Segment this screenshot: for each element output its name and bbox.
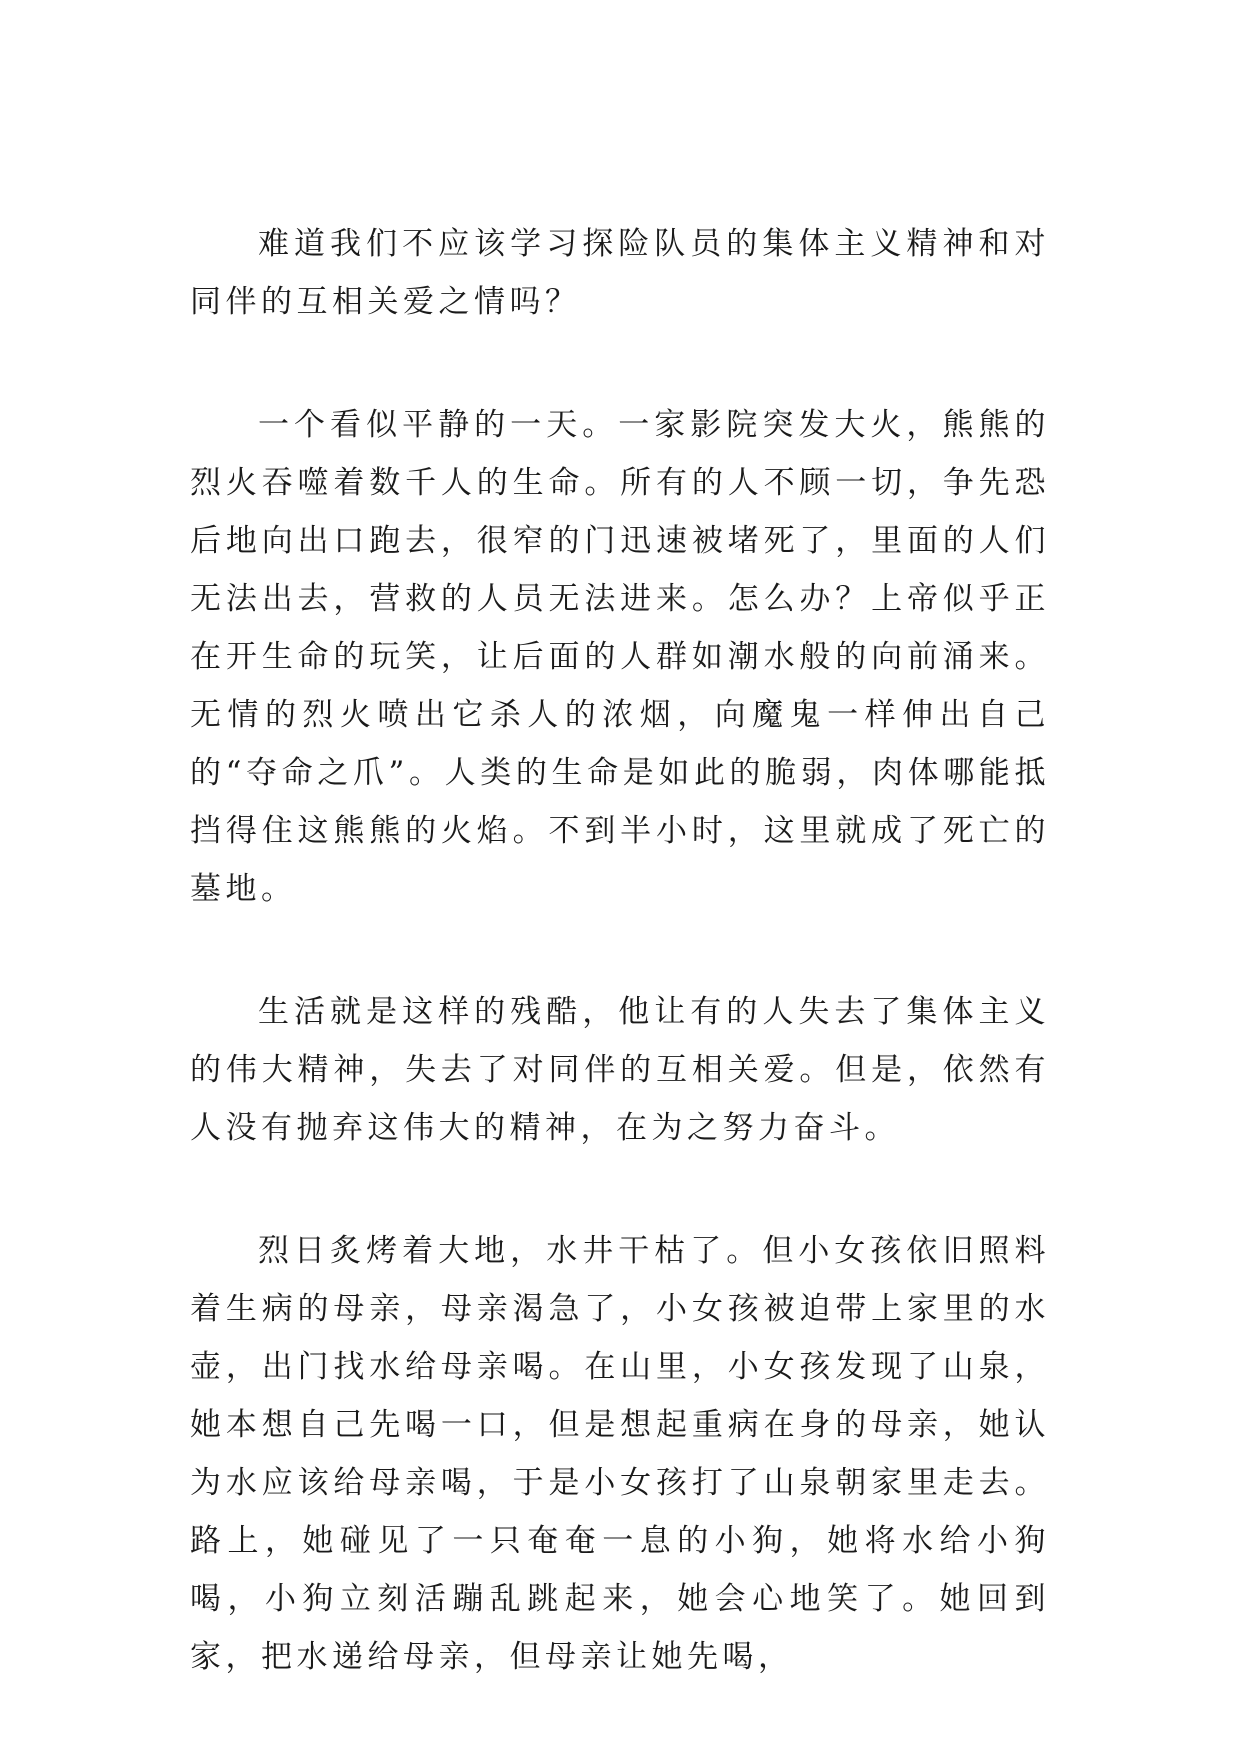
- paragraph-1: 难道我们不应该学习探险队员的集体主义精神和对同伴的互相关爱之情吗？: [190, 226, 1050, 320]
- paragraph-3: 生活就是这样的残酷，他让有的人失去了集体主义的伟大精神，失去了对同伴的互相关爱。但是，依然有人没有抛弃这伟大的精神，在为之努力奋斗。: [190, 994, 1050, 1146]
- paragraph-2: 一个看似平静的一天。一家影院突发大火，熊熊的烈火吞噬着数千人的生命。所有的人不顾一切，争先恐后地向出口跑去，很窄的门迅速被堵死了，里面的人们无法出去，营救的人员无法进来。怎么办？上帝似乎正在开生命的玩笑，让后面的人群如潮水般的向前涌来。无情的烈火喷出它杀人的浓烟，向魔鬼一样伸出自己的“夺命之爪”。人类的生命是如此的脆弱，肉体哪能抵挡得住这熊熊的火焰。不到半小时，这里就成了死亡的墓地。: [190, 407, 1050, 907]
- document-body: [190, 215, 1050, 1686]
- paragraph-4: 烈日炙烤着大地，水井干枯了。但小女孩依旧照料着生病的母亲，母亲渴急了，小女孩被迫带上家里的水壶，出门找水给母亲喝。在山里，小女孩发现了山泉，她本想自己先喝一口，但是想起重病在身的母亲，她认为水应该给母亲喝，于是小女孩打了山泉朝家里走去。路上，她碰见了一只奄奄一息的小狗，她将水给小狗喝，小狗立刻活蹦乱跳起来，她会心地笑了。她回到家，把水递给母亲，但母亲让她先喝，: [190, 1233, 1050, 1675]
